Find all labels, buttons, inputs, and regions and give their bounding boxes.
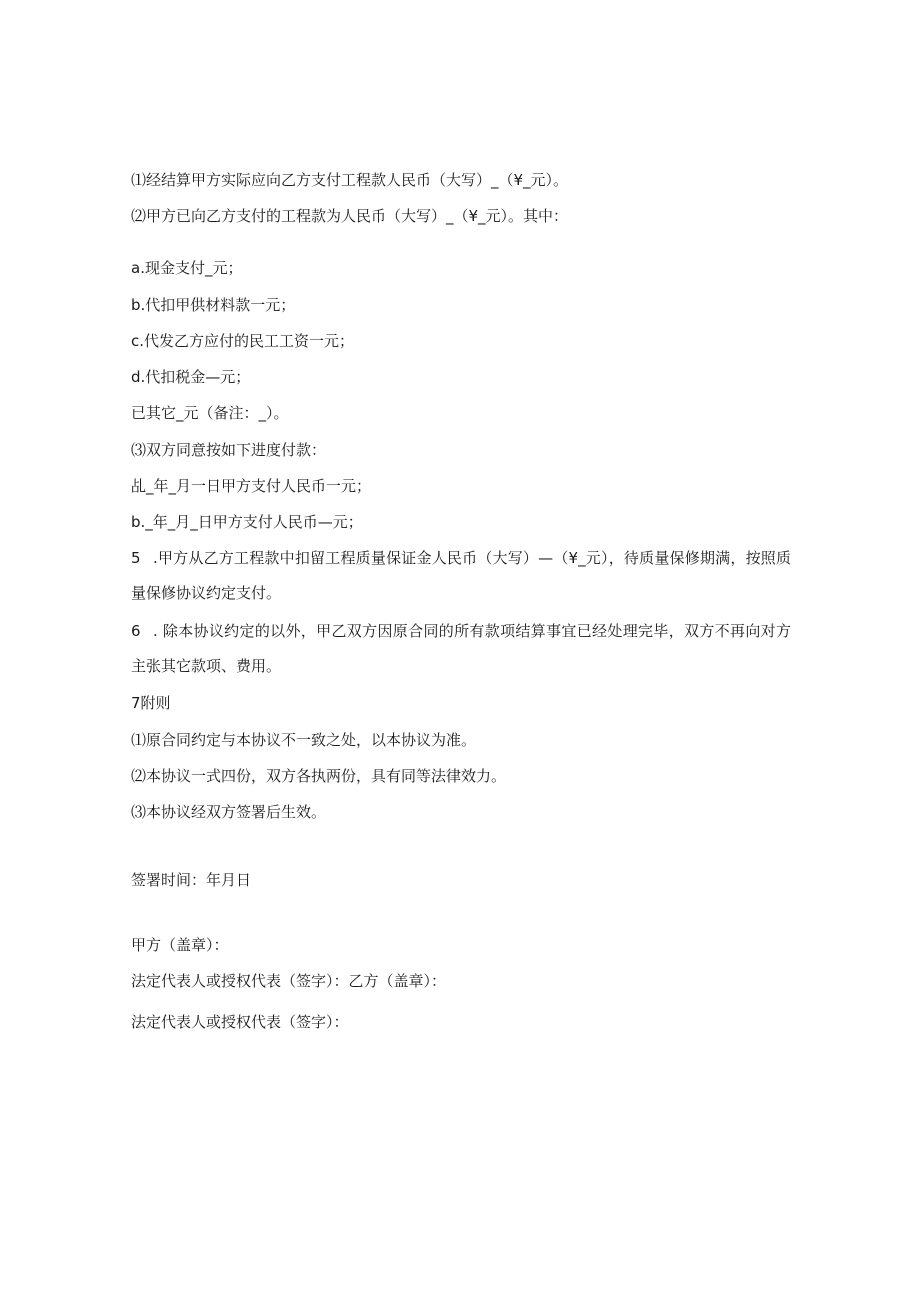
signature-date: 签署时间：年月日: [131, 871, 252, 889]
payment-schedule-b: b._年_月_日甲方支付人民币—元；: [131, 513, 363, 531]
clause-7-item-3: ⑶本协议经双方签署后生效。: [131, 803, 327, 821]
clause-5-number: 5: [131, 549, 141, 567]
party-b-rep: 法定代表人或授权代表（签字）：: [131, 1013, 349, 1031]
payment-sub-other: 已其它_元（备注：_）。: [131, 404, 289, 422]
clause-7-heading: 7附则: [131, 694, 171, 712]
payment-item-3: ⑶双方同意按如下进度付款：: [131, 441, 327, 459]
clause-6-number: 6: [131, 622, 141, 640]
clause-5-text: .甲方从乙方工程款中扣留工程质量保证金人民币（大写）—（¥_元），待质量保修期满，按照质量保修协议约定支付。: [131, 549, 791, 602]
party-a-seal: 甲方（盖章）：: [131, 936, 229, 954]
payment-item-1: ⑴经结算甲方实际应向乙方支付工程款人民币（大写）_（¥_元）。: [131, 171, 569, 189]
payment-sub-a: a.现金支付_元；: [131, 259, 243, 277]
payment-schedule-a: 乩_年_月一日甲方支付人民币一元；: [131, 477, 372, 495]
clause-7-item-1: ⑴原合同约定与本协议不一致之处，以本协议为准。: [131, 731, 477, 749]
payment-sub-b: b.代扣甲供材料款一元；: [131, 296, 296, 314]
payment-sub-c: c.代发乙方应付的民工工资一元；: [131, 332, 355, 350]
clause-7-item-2: ⑵本协议一式四份，双方各执两份，具有同等法律效力。: [131, 767, 507, 785]
payment-item-2: ⑵甲方已向乙方支付的工程款为人民币（大写）_（¥_元）。其中：: [131, 207, 569, 225]
payment-sub-d: d.代扣税金—元；: [131, 368, 251, 386]
clause-5: [131, 541, 791, 611]
clause-6: [131, 614, 791, 684]
clause-6-text: . 除本协议约定的以外，甲乙双方因原合同的所有款项结算事宜已经处理完毕，双方不再向对方主张其它款项、费用。: [131, 622, 791, 675]
party-a-rep-and-party-b-seal: 法定代表人或授权代表（签字）：乙方（盖章）：: [131, 972, 447, 990]
